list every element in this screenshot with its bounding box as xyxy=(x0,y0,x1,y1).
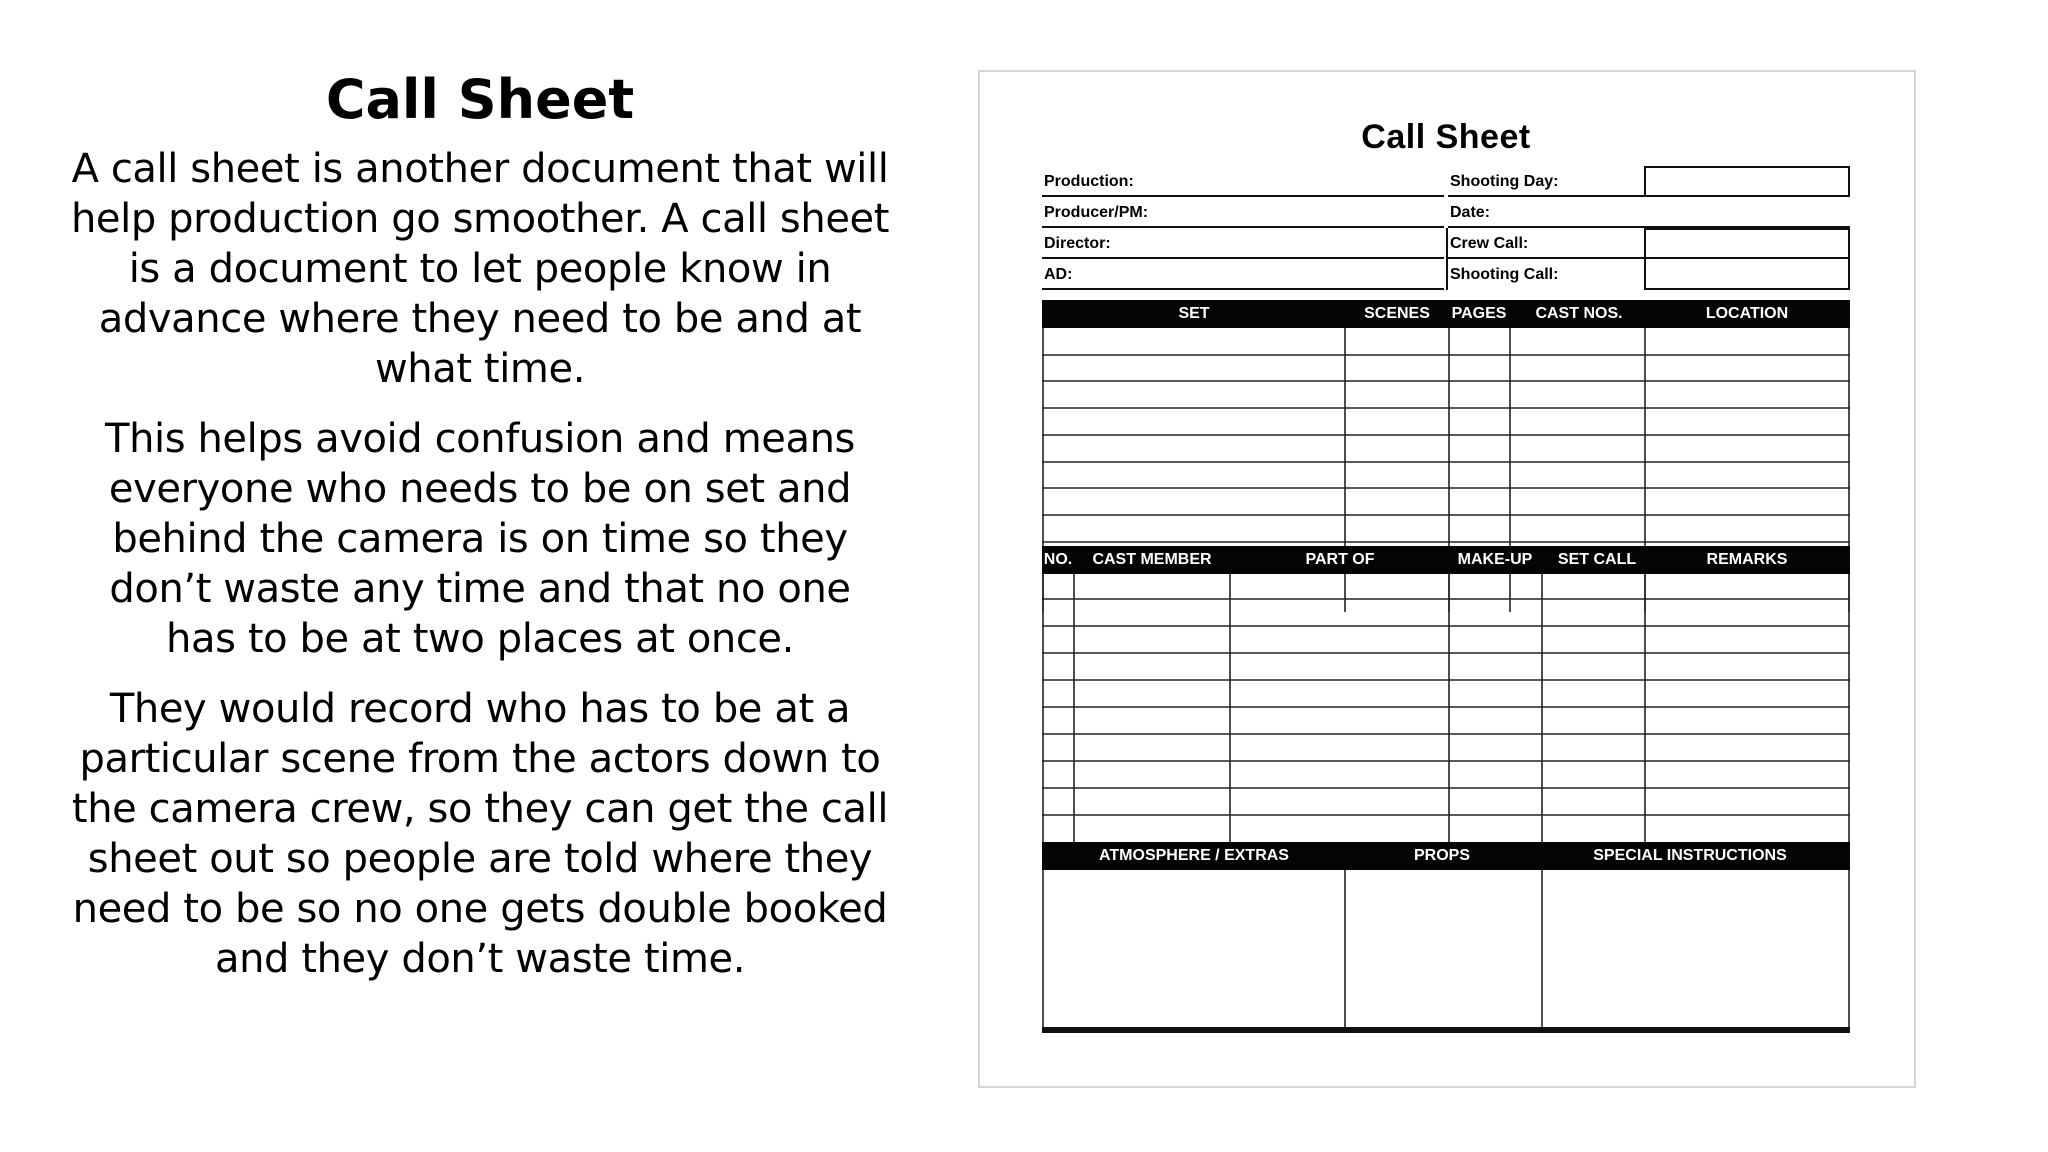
rule-crew-left xyxy=(1446,228,1448,290)
cast-table-header xyxy=(1042,546,1850,574)
slide-text-column xyxy=(70,62,890,1004)
slide-title: Call Sheet xyxy=(325,68,635,131)
label-director: Director: xyxy=(1044,235,1111,252)
paragraph-3: They would record who has to be at a particular scene from the actors down to the camera crew, so they can get the call sheet out so people are told where they need to be so no one gets double booked and they don’t waste time. xyxy=(71,686,889,982)
shooting-day-box xyxy=(1644,166,1850,197)
crew-call-box xyxy=(1644,228,1850,259)
row-producer xyxy=(1042,197,1850,228)
label-crew-call: Crew Call: xyxy=(1450,235,1529,252)
extras-table-grid xyxy=(1042,870,1850,1030)
call-sheet-image xyxy=(978,70,1916,1088)
extras-table-header xyxy=(1042,842,1850,870)
header-location: LOCATION xyxy=(1705,305,1789,322)
label-shooting-call: Shooting Call: xyxy=(1450,266,1559,283)
paragraph-1: A call sheet is another document that will help production go smoother. A call sheet is a document to let people know in advance where they need to be and at what time. xyxy=(70,146,890,392)
paragraph-2: This helps avoid confusion and means everyone who needs to be on set and behind the camera is on time so they don’t waste any time and that no one has to be at two places at once. xyxy=(105,416,855,662)
header-no: NO. xyxy=(1043,551,1073,568)
header-cast-nos: CAST NOS. xyxy=(1535,305,1623,322)
header-set-call: SET CALL xyxy=(1557,551,1637,568)
header-atmosphere-extras: ATMOSPHERE / EXTRAS xyxy=(1099,847,1289,864)
label-shooting-day: Shooting Day: xyxy=(1450,173,1559,190)
form-bottom-rule xyxy=(1042,1027,1850,1033)
label-ad: AD: xyxy=(1044,266,1073,283)
rule-shooting-day xyxy=(1448,195,1644,197)
rule-director xyxy=(1042,257,1444,259)
header-make-up: MAKE-UP xyxy=(1457,551,1533,568)
header-remarks: REMARKS xyxy=(1706,551,1788,568)
header-special-instructions: SPECIAL INSTRUCTIONS xyxy=(1593,847,1787,864)
label-producer-pm: Producer/PM: xyxy=(1044,204,1149,221)
rule-production xyxy=(1042,195,1444,197)
label-production: Production: xyxy=(1044,173,1134,190)
label-date: Date: xyxy=(1450,204,1491,221)
header-set: SET xyxy=(1178,305,1210,322)
cast-table-grid xyxy=(1042,574,1850,844)
header-part-of: PART OF xyxy=(1305,551,1375,568)
header-scenes: SCENES xyxy=(1364,305,1430,322)
rule-ad xyxy=(1042,288,1444,290)
form-title: Call Sheet xyxy=(1361,118,1531,156)
header-cast-member: CAST MEMBER xyxy=(1092,551,1212,568)
header-props: PROPS xyxy=(1413,847,1471,864)
set-table-header xyxy=(1042,300,1850,328)
header-pages: PAGES xyxy=(1451,305,1507,322)
rule-producer xyxy=(1042,226,1444,228)
shooting-call-box xyxy=(1644,257,1850,290)
